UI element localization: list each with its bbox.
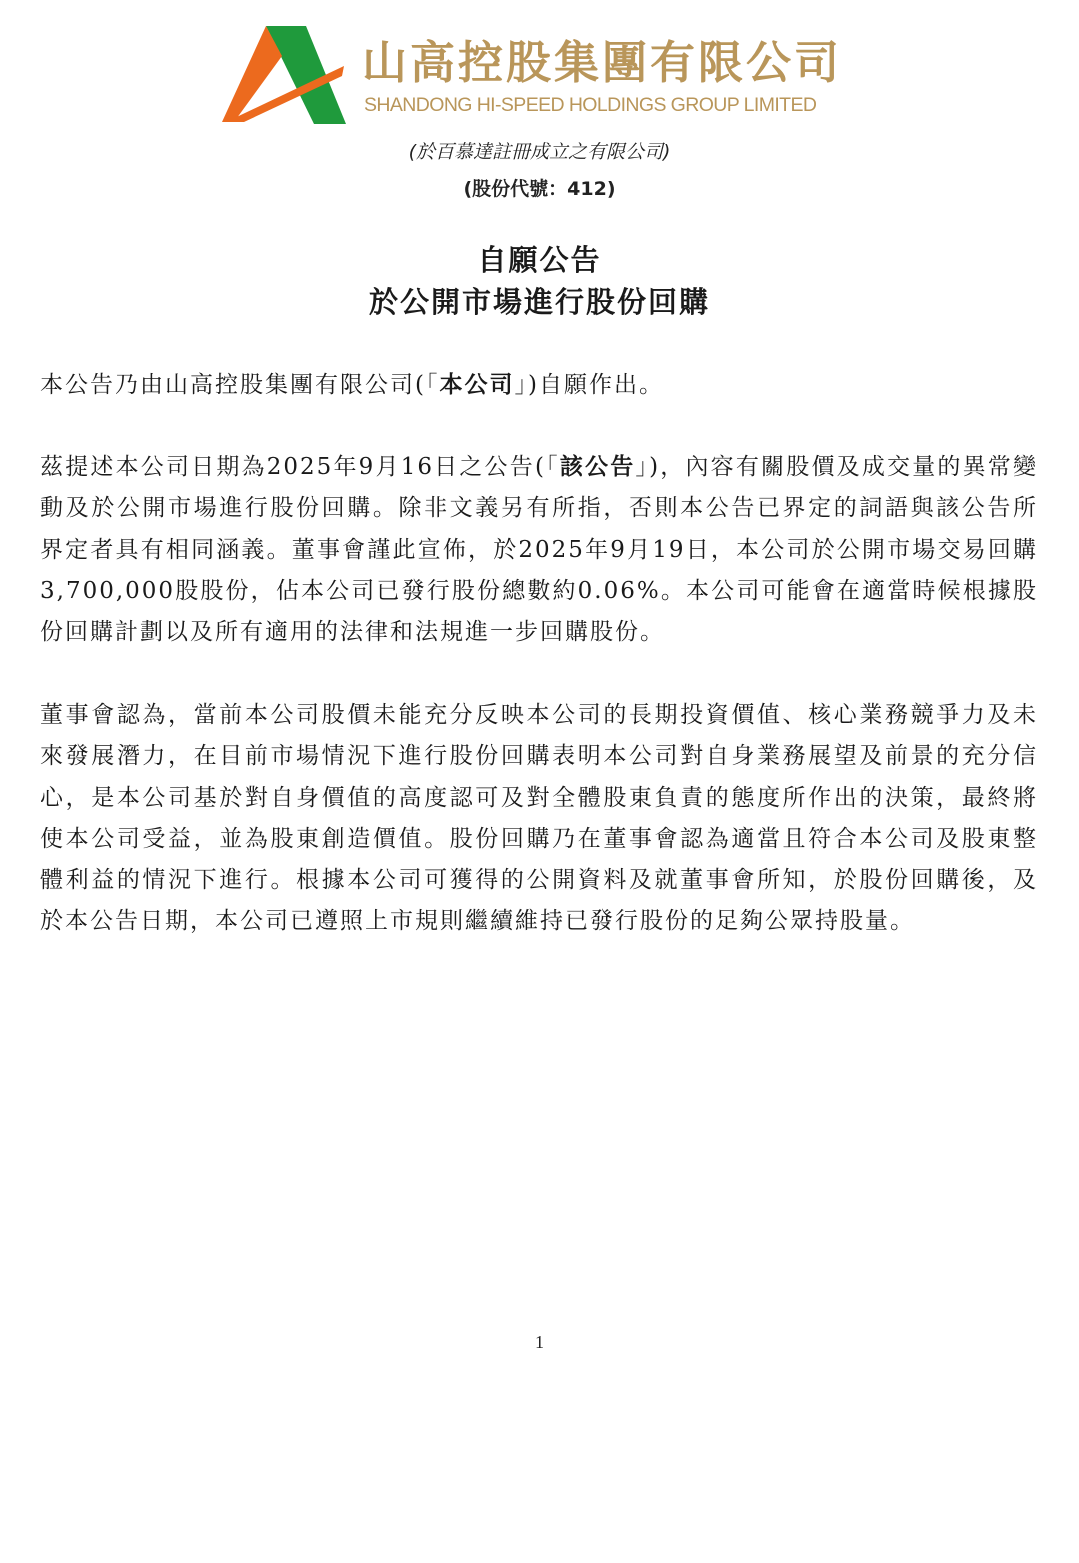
paragraph-3: 董事會認為，當前本公司股價未能充分反映本公司的長期投資價值、核心業務競爭力及未來發展潛力，在目前市場情況下進行股份回購表明本公司對自身業務展望及前景的充分信心，是本公司基於對自身價值的高度認可及對全體股東負責的態度所作出的決策，最終將使本公司受益，並為股東創造價值。股份回購乃在董事會認為適當且符合本公司及股東整體利益的情況下進行。根據本公司可獲得的公開資料及就董事會所知，於股份回購後，及於本公告日期，本公司已遵照上市規則繼續維持已發行股份的足夠公眾持股量。 <box>40 702 1038 935</box>
company-logo-icon <box>222 26 350 126</box>
paragraph-2-pre: 茲提述本公司日期為2025年9月16日之公告(「 <box>40 454 560 480</box>
paragraph-1-pre: 本公告乃由山高控股集團有限公司(「 <box>40 372 440 398</box>
paragraph-1 <box>40 365 1038 406</box>
paragraph-2 <box>40 447 1038 653</box>
paragraph-2-defined-term: 該公告 <box>559 454 636 480</box>
paragraph-2-post: 」)，內容有關股價及成交量的異常變動及於公開市場進行股份回購。除非文義另有所指，否則本公告已界定的詞語與該公告所界定者具有相同涵義。董事會謹此宣佈，於2025年9月19日，本公司於公開市場交易回購3,700,000股股份，佔本公司已發行股份總數約0.06%。本公司可能會在適當時候根據股份回購計劃以及所有適用的法律和法規進一步回購股份。 <box>40 454 1039 646</box>
incorporation-note: (於百慕達註冊成立之有限公司) <box>408 141 671 163</box>
paragraph-1-defined-term: 本公司 <box>439 372 515 398</box>
company-name-en: SHANDONG HI-SPEED HOLDINGS GROUP LIMITED <box>364 94 817 116</box>
stock-code: (股份代號：412) <box>463 178 616 200</box>
page-number: 1 <box>535 1332 544 1352</box>
paragraph-1-post: 」)自願作出。 <box>514 372 664 398</box>
announcement-title-line1: 自願公告 <box>477 243 602 277</box>
company-name-zh: 山高控股集團有限公司 <box>362 36 843 89</box>
letterhead <box>0 22 1079 132</box>
announcement-title-line2: 於公開市場進行股份回購 <box>368 285 710 319</box>
